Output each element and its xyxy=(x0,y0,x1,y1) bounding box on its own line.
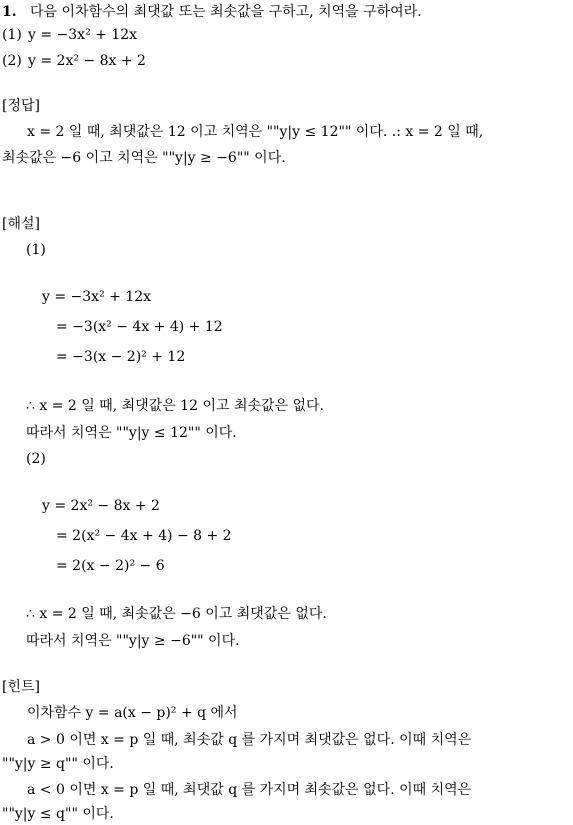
hint-line-4: a < 0 이면 x = p 일 때, 최댓값 q 를 가지며 최솟값은 없다. 이때 치역은 xyxy=(27,782,472,798)
explanation-heading: [해설] xyxy=(2,216,40,232)
part-2-step-1: y = 2x² − 8x + 2 xyxy=(42,498,160,514)
hint-line-5: ""y|y ≤ q"" 이다. xyxy=(2,806,114,822)
part-2-step-2: = 2(x² − 4x + 4) − 8 + 2 xyxy=(56,528,232,544)
part-2-label: (2) xyxy=(26,451,46,467)
part-1-step-1: y = −3x² + 12x xyxy=(42,289,152,305)
part-2-step-3: = 2(x − 2)² − 6 xyxy=(56,558,165,574)
part-2-conclusion: ∴ x = 2 일 때, 최솟값은 −6 이고 최댓값은 없다. xyxy=(26,606,327,622)
part-1-step-2: = −3(x² − 4x + 4) + 12 xyxy=(56,319,223,335)
item-2-label: (2) xyxy=(2,53,22,69)
answer-line-2: 최솟값은 −6 이고 치역은 ""y|y ≥ −6"" 이다. xyxy=(2,150,286,166)
item-1-label: (1) xyxy=(2,27,22,43)
problem-stem: 다음 이차함수의 최댓값 또는 최솟값을 구하고, 치역을 구하여라. xyxy=(30,4,422,20)
part-1-range: 따라서 치역은 ""y|y ≤ 12"" 이다. xyxy=(26,425,237,441)
hint-line-1: 이차함수 y = a(x − p)² + q 에서 xyxy=(27,705,238,721)
part-1-step-3: = −3(x − 2)² + 12 xyxy=(56,349,186,365)
part-1-label: (1) xyxy=(26,242,46,258)
item-1-expr: y = −3x² + 12x xyxy=(28,27,138,43)
part-1-conclusion: ∴ x = 2 일 때, 최댓값은 12 이고 최솟값은 없다. xyxy=(26,398,324,414)
item-2-expr: y = 2x² − 8x + 2 xyxy=(28,53,146,69)
hint-heading: [힌트] xyxy=(2,679,40,695)
hint-line-2: a > 0 이면 x = p 일 때, 최솟값 q 를 가지며 최댓값은 없다. 이때 치역은 xyxy=(27,732,472,748)
hint-line-3: ""y|y ≥ q"" 이다. xyxy=(2,756,114,772)
part-2-range: 따라서 치역은 ""y|y ≥ −6"" 이다. xyxy=(26,633,240,649)
answer-line-1: x = 2 일 때, 최댓값은 12 이고 치역은 ""y|y ≤ 12"" 이다. .: x = 2 일 때, xyxy=(27,124,484,140)
answer-heading: [정답] xyxy=(2,98,40,114)
problem-number: 1. xyxy=(2,4,17,20)
